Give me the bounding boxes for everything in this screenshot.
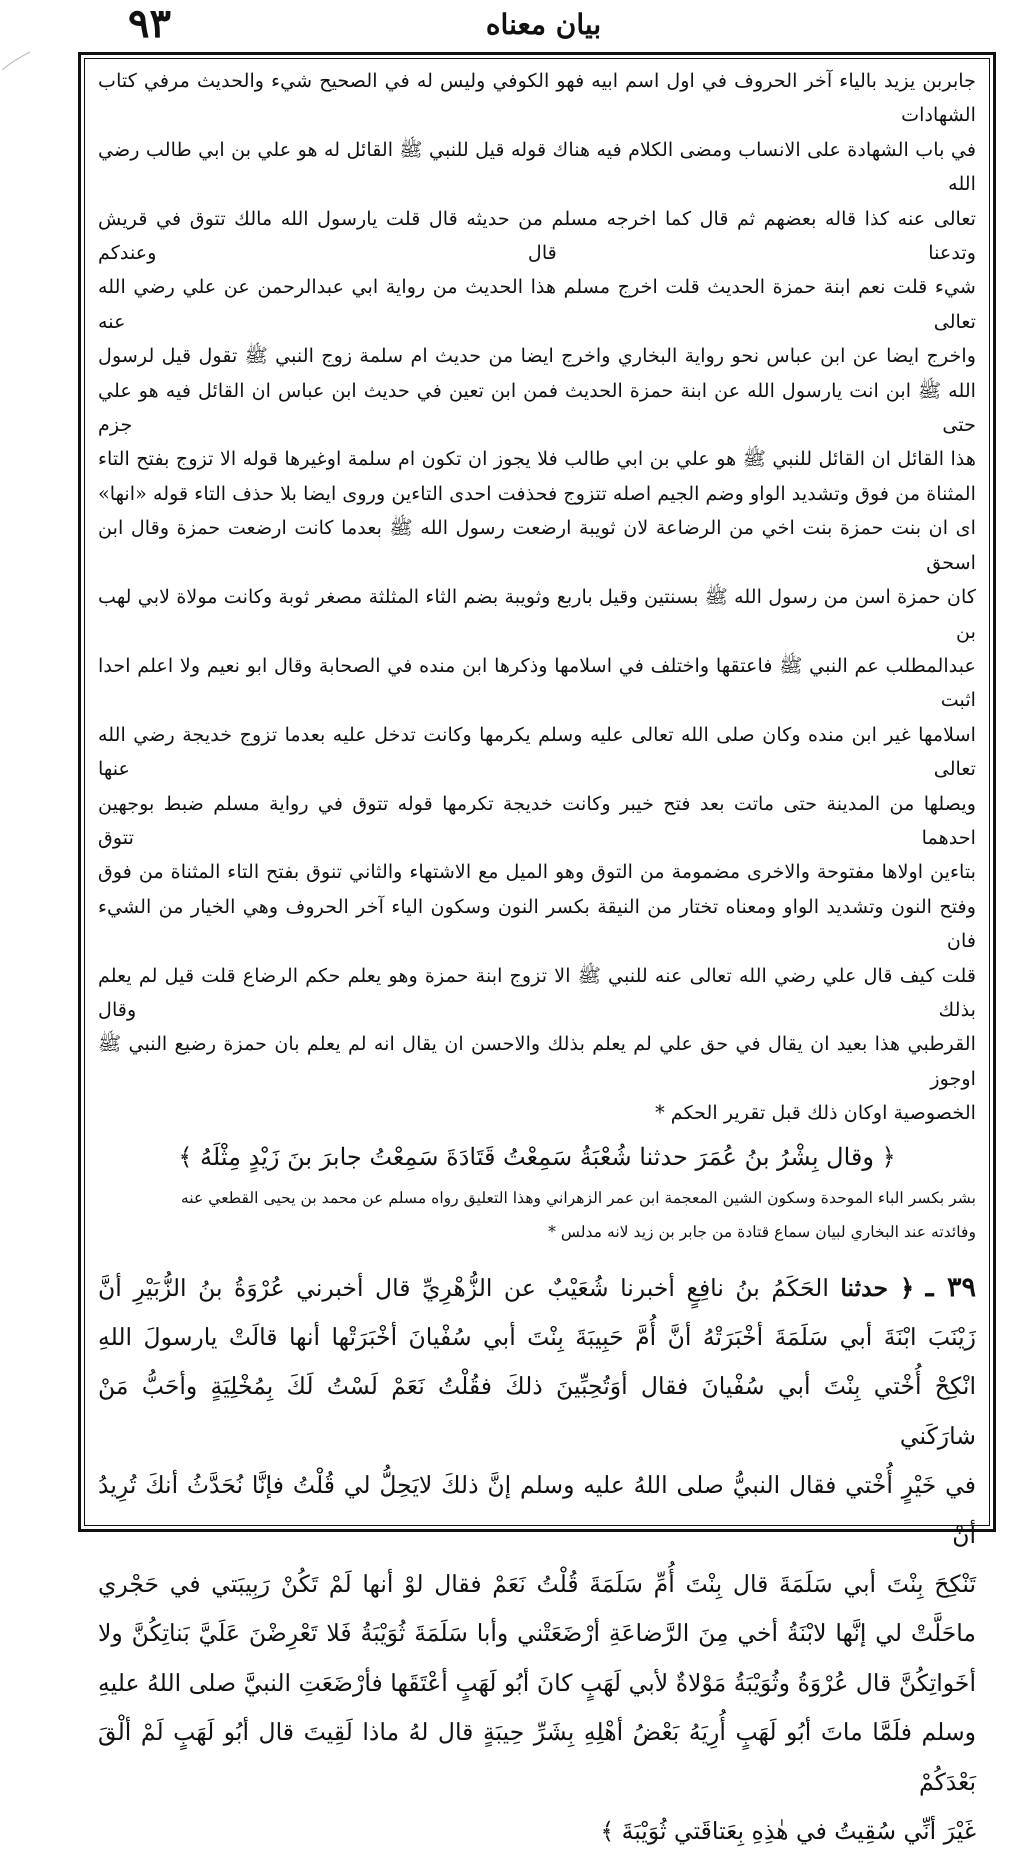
commentary-line: جابربن يزيد بالياء آخر الحروف في اول اسم ابيه فهو الكوفي وليس له في الصحيح شيء والحديث مرفي كتاب الشهادات bbox=[98, 69, 976, 127]
commentary-line: ويصلها من المدينة حتى ماتت بعد فتح خيبر وكانت خديجة تكرمها قوله تتوق في رواية مسلم ضبط بوجهين احدهما تتوق bbox=[98, 791, 976, 849]
page-number: ٩٣ bbox=[128, 0, 171, 47]
narration-line: ﴿ وقال بِشْرُ بنُ عُمَرَ حدثنا شُعْبَةُ سَمِعْتُ قَتَادَةَ سَمِعْتُ جابرَ بنَ زَيْدٍ مِثْلَهُ ﴾ bbox=[178, 1142, 896, 1171]
commentary-line: شيء قلت نعم ابنة حمزة الحديث قلت اخرج مسلم هذا الحديث من رواية ابي عبدالرحمن عن علي رضي الله تعالى عنه bbox=[98, 275, 976, 333]
commentary-line: كان حمزة اسن من رسول الله ﷺ بسنتين وقيل باربع وثويبة بضم الثاء المثلثة مصغر ثوبة وكانت مولاة لابي لهب بن bbox=[98, 585, 976, 643]
hadith-block bbox=[98, 1263, 976, 1856]
commentary-block bbox=[98, 64, 976, 1131]
commentary-line: المثناة من فوق وتشديد الواو وضم الجيم اصله تتزوج فحذفت احدى التاءين وروى ايضا بلا حذف التاء قوله «انها» bbox=[98, 481, 976, 505]
commentary-line: في باب الشهادة على الانساب ومضى الكلام فيه هناك قوله قيل للنبي ﷺ القائل له هو علي بن ابي طالب رضي الله bbox=[98, 137, 976, 196]
commentary-line: الخصوصية اوكان ذلك قبل تقرير الحكم * bbox=[655, 1101, 976, 1125]
hadith-line: غَيْرَ أنِّي سُقِيتُ في هٰذِهِ بِعَتاقَتي ثُوَيْبَةَ ﴾ bbox=[600, 1817, 976, 1846]
hadith-line: تَنْكِحَ بِنْتَ أبي سَلَمَةَ قال بِنْتَ أُمِّ سَلَمَةَ قُلْتُ نَعَمْ فقال لوْ أنها لَمْ تَكُنْ رَبِيبَتي في حَجْري bbox=[98, 1570, 976, 1599]
hadith-line bbox=[98, 1263, 976, 1313]
commentary-line: قلت كيف قال علي رضي الله تعالى عنه للنبي ﷺ الا تزوج ابنة حمزة وهو يعلم حكم الرضاع قلت قيل لم يعلم بذلك وقال bbox=[98, 963, 976, 1021]
commentary-line: تعالى عنه كذا قاله بعضهم ثم قال كما اخرجه مسلم من حديثه قال قلت يارسول الله مالك تتوق في قريش وتدعنا قال وعندكم bbox=[98, 206, 976, 265]
commentary-line: الله ﷺ ابن انت يارسول الله عن ابنة حمزة الحديث فمن ابن تعين في حديث ابن عباس ان القائل فيه هو علي حتى جزم bbox=[98, 378, 976, 437]
small-commentary-block bbox=[98, 1181, 976, 1249]
small-commentary-line: وفائدته عند البخاري لبيان سماع قتادة من جابر بن زيد لانه مدلس * bbox=[548, 1222, 976, 1241]
commentary-line: عبدالمطلب عم النبي ﷺ فاعتقها واختلف في اسلامها وذكرها ابن منده في الصحابة وقال ابو نعيم ولا اعلم احدا اثبت bbox=[98, 653, 976, 712]
commentary-line: واخرج ايضا عن ابن عباس نحو رواية البخاري واخرج ايضا من حديث ام سلمة زوج النبي ﷺ تقول قيل لرسول bbox=[98, 344, 976, 368]
scan-mark bbox=[0, 40, 40, 80]
hadith-line: أخَواتِكُنَّ قال عُرْوَةُ وثُوَيْبَةُ مَوْلاةٌ لأبي لَهَبٍ كانَ أبُو لَهَبٍ أعْتَقَها فأرْضَعَتِ النبيَّ صلى اللهُ عليهِ bbox=[98, 1668, 976, 1697]
commentary-line: هذا القائل ان القائل للنبي ﷺ هو علي بن ابي طالب فلا يجوز ان تكون ام سلمة اوغيرها قوله الا تزوج بفتح التاء bbox=[98, 447, 976, 471]
page-header bbox=[80, 2, 1007, 48]
commentary-line: وفتح النون وتشديد الواو ومعناه تختار من النيقة بكسر النون وسكون الياء آخر الحروف وهي الخيار من الشيء فان bbox=[98, 894, 976, 953]
commentary-line: اسلامها غير ابن منده وكان صلى الله تعالى عليه وسلم يكرمها وكانت تدخل عليه بعدما تزوج خديجة رضي الله تعالى عنها bbox=[98, 722, 976, 781]
hadith-line: في خَيْرٍ أُخْتي فقال النبيُّ صلى اللهُ عليه وسلم إنَّ ذلكَ لايَحِلُّ لي قُلْتُ فإنَّا نُحَدَّثُ أنكَ تُرِيدُ أنْ bbox=[98, 1471, 976, 1549]
hadith-tag: ﴿ حدثنا bbox=[840, 1273, 915, 1302]
page-content bbox=[98, 64, 976, 1846]
commentary-line: القرطبي هذا بعيد ان يقال في حق علي لم يعلم بذلك والاحسن ان يقال انه لم يعلم بان حمزة رضيع النبي ﷺ اوجوز bbox=[98, 1032, 976, 1090]
hadith-line: زَيْنَبَ ابْنَةَ أبي سَلَمَةَ أخْبَرَتْهُ أنَّ أُمَّ حَبِيبَةَ بِنْتَ أبي سُفْيانَ أخْبَرَتْها أنها قالَتْ يارسولَ اللهِ bbox=[98, 1323, 976, 1351]
hadith-line-text: الحَكَمُ بنُ نافِعٍ أخبرنا شُعَيْبٌ عن الزُّهْرِيِّ قال أخبرني عُرْوَةُ بنُ الزُّبَيْرِ أنَّ bbox=[98, 1273, 829, 1302]
running-title: بيان معناه bbox=[485, 8, 602, 41]
hadith-line: ماحَلَّتْ لي إنَّها لابْنَةُ أخي مِنَ الرَّضاعَةِ أرْضَعَتْني وأبا سَلَمَةَ ثُوَيْبَةُ فَلا تَعْرِضْنَ عَلَيَّ بَناتِكُنَّ ولا bbox=[98, 1619, 976, 1648]
hadith-number: ٣٩ ـ bbox=[925, 1271, 976, 1303]
hadith-line: انْكِحْ أُخْتي بِنْتَ أبي سُفْيانَ فقال أوَتُحِبِّينَ ذلكَ فقُلْتُ نَعَمْ لَسْتُ لَكَ بِمُخْلِيَةٍ وأحَبُّ مَنْ شارَكَني bbox=[98, 1372, 976, 1450]
small-commentary-line: بشر بكسر الباء الموحدة وسكون الشين المعجمة ابن عمر الزهراني وهذا التعليق رواه مسلم عن محمد بن يحيى القطعي عنه bbox=[180, 1188, 976, 1207]
commentary-line: اى ان بنت حمزة بنت اخي من الرضاعة لان ثويبة ارضعت رسول الله ﷺ بعدما كانت ارضعت حمزة وقال ابن اسحق bbox=[98, 516, 976, 574]
hadith-line: وسلم فلَمَّا ماتَ أبُو لَهَبٍ أُرِيَهُ بَعْضُ أهْلِهِ بِشَرِّ حِيبَةٍ قال لهُ ماذا لَقِيتَ قال أبُو لَهَبٍ لَمْ ألْقَ بَعْدَكُمْ bbox=[98, 1718, 976, 1796]
commentary-line: بتاءين اولاها مفتوحة والاخرى مضمومة من التوق وهو الميل مع الاشتهاء والثاني تنوق بفتح التاء المثناة من فوق bbox=[98, 860, 976, 884]
